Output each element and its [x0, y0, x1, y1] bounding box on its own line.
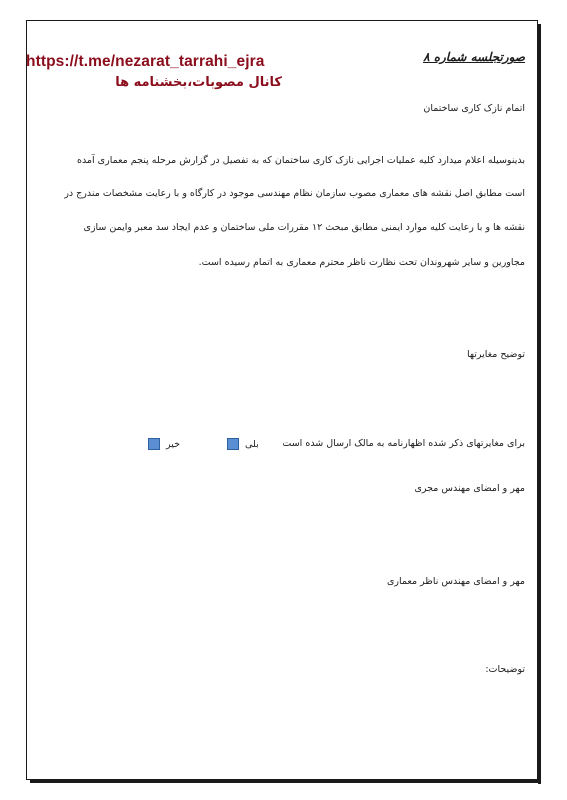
watermark-url[interactable]: https://t.me/nezarat_tarrahi_ejra: [26, 53, 265, 70]
document-page: [26, 20, 538, 780]
page-shadow-right: [538, 24, 541, 784]
watermark-channel: کانال مصوبات،بخشنامه ها: [115, 75, 282, 90]
document-subject: اتمام نازک کاری ساختمان: [423, 103, 525, 114]
signature-contractor: مهر و امضای مهندس مجری: [414, 483, 525, 494]
no-checkbox[interactable]: [148, 438, 160, 450]
paragraph-line-2: است مطابق اصل نقشه های معماری مصوب سازمان نظام مهندسی موجود در کارگاه و با رعایت مشخصات مندرج در: [64, 188, 525, 199]
notes-label: توضیحات:: [485, 664, 525, 675]
paragraph-line-3: نقشه ها و با رعایت کلیه موارد ایمنی مطابق مبحث ۱۲ مقررات ملی ساختمان و عدم ایجاد سد معبر وایمن سازی: [83, 222, 525, 233]
yes-option[interactable]: [227, 438, 259, 450]
no-label: خیر: [166, 438, 180, 450]
no-option[interactable]: [148, 438, 180, 450]
notice-question: برای مغایرتهای ذکر شده اظهارنامه به مالک ارسال شده است: [282, 438, 525, 449]
differences-label: توضیح مغایرتها: [466, 349, 525, 360]
page-shadow-bottom: [30, 780, 541, 783]
document-title: صورتجلسه شماره ۸: [423, 50, 525, 64]
paragraph-line-4: مجاورین و سایر شهروندان تحت نظارت ناظر محترم معماری به اتمام رسیده است.: [198, 257, 525, 268]
paragraph-line-1: بدینوسیله اعلام میدارد کلیه عملیات اجرایی نازک کاری ساختمان که به تفصیل در گزارش مرحله پنجم معماری آمده: [76, 155, 525, 166]
yes-checkbox[interactable]: [227, 438, 239, 450]
yes-label: بلی: [245, 438, 259, 450]
signature-supervisor: مهر و امضای مهندس ناظر معماری: [386, 576, 525, 587]
